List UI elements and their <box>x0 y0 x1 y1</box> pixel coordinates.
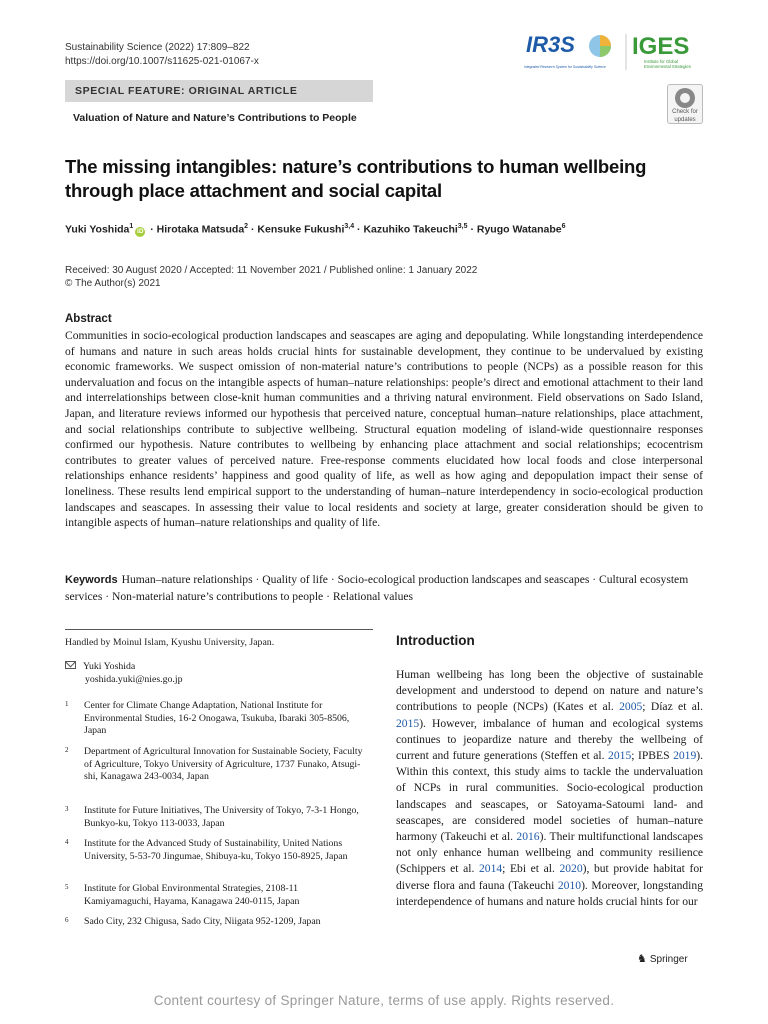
keywords-label: Keywords <box>65 574 118 586</box>
iges-logo <box>632 33 691 69</box>
series-title: Valuation of Nature and Nature’s Contributions to People <box>73 112 357 124</box>
courtesy-notice: Content courtesy of Springer Nature, terms of use apply. Rights reserved. <box>153 993 615 1008</box>
iges-logo-text: IGES <box>632 33 690 60</box>
affiliation: 1 Center for Climate Change Adaptation, National Institute for Environmental Studies, 16-2 Onogawa, Tsukuba, Ibaraki 305-8506, Japan <box>65 700 350 737</box>
citation-link[interactable]: 2010 <box>557 878 582 892</box>
citation-link[interactable]: 2014 <box>478 862 503 876</box>
citation-link[interactable]: 2005 <box>619 700 643 714</box>
author-name[interactable]: Ryugo Watanabe <box>476 223 562 236</box>
ir3s-tagline: Integrated Research System for Sustainability Science <box>524 65 606 69</box>
affiliation: 4 Institute for the Advanced Study of Sustainability, United Nations University, 5-53-70 Jingumae, Shibuya-ku, Tokyo 150-8925, Japan <box>65 838 348 862</box>
author-list: Yuki Yoshida$^1$iD · Hirotaka Matsuda$^2$ · Kensuke Fukushi$^{3,4}$ · Kazuhiko Takeuchi$^{3,5}$ · Ryugo Watanabe$^6$ <box>65 223 566 236</box>
corresponding-author <box>65 660 182 686</box>
journal-line: Sustainability Science (2022) 17:809–822 <box>65 42 250 53</box>
footnote-divider <box>65 629 373 630</box>
citation-link[interactable]: 2020 <box>559 862 583 876</box>
intro-text-segment: ). Their multifunctional landscapes not only enhance human wellbeing and community resilience (Schippers et al. <box>396 830 703 876</box>
handled-by: Handled by Moinul Islam, Kyushu University, Japan. <box>65 637 275 648</box>
affiliation: 3 Institute for Future Initiatives, The University of Tokyo, 7-3-1 Hongo, Bunkyo-ku, Tokyo 113-0033, Japan <box>65 805 359 829</box>
orcid-icon[interactable]: iD <box>137 227 144 235</box>
author-name[interactable]: Hirotaka Matsuda <box>156 223 245 236</box>
keywords <box>65 572 703 604</box>
springer-label: Springer <box>649 954 688 965</box>
introduction-text <box>396 667 703 910</box>
contact-email[interactable]: yoshida.yuki@nies.go.jp <box>85 674 183 685</box>
history-dates: Received: 30 August 2020 / Accepted: 11 November 2021 / Published online: 1 January 2022 <box>65 265 478 276</box>
publication-dates <box>65 264 477 290</box>
author-name[interactable]: Yuki Yoshida <box>65 223 130 236</box>
intro-text-segment: ). However, imbalance of human and ecological systems continues to jeopardize nature and thereby the wellbeing of current and future generations (Steffen et al. <box>396 716 703 763</box>
citation-link[interactable]: 2015 <box>608 749 632 763</box>
logos-svg <box>524 30 704 76</box>
keywords-text: Human–nature relationships · Quality of life · Socio-ecological production landscapes and seascapes · Cultural ecosystem services · Non-material nature’s contributions to people · Relational values <box>65 573 689 603</box>
affiliation: 6 Sado City, 232 Chigusa, Sado City, Niigata 952-1209, Japan <box>65 916 321 927</box>
springer-horse-icon: ♞ <box>637 953 647 965</box>
intro-text-segment: ; Ebi et al. <box>502 862 560 876</box>
ir3s-logo-text: IR3S <box>526 32 575 57</box>
intro-text-segment: ), but provide habitat for diverse flora and fauna (Takeuchi <box>396 862 703 892</box>
copyright: © The Author(s) 2021 <box>65 278 161 289</box>
author-name[interactable]: Kazuhiko Takeuchi <box>363 223 458 236</box>
citation-link[interactable]: 2015 <box>396 716 420 730</box>
citation-link[interactable]: 2016 <box>516 830 540 844</box>
check-updates-line2: updates <box>674 116 696 123</box>
check-updates-line1: Check for <box>672 109 698 115</box>
envelope-icon <box>65 661 76 669</box>
journal-citation <box>65 41 259 69</box>
ir3s-logo <box>524 32 611 69</box>
intro-text-segment: ; Díaz et al. <box>642 700 704 714</box>
citation-link[interactable]: 2019 <box>673 749 697 763</box>
article-title: The missing intangibles: nature’s contributions to human wellbeing through place attachment and social capital <box>65 156 647 201</box>
contact-name: Yuki Yoshida <box>83 661 136 672</box>
doi-link[interactable]: https://doi.org/10.1007/s11625-021-01067-x <box>65 56 259 67</box>
intro-text-segment: ). Within this context, this study aims to tackle the undervaluation of NCPs in rural communities. Socio-ecological production landscapes and seascapes, or Satoyama-Satoumi land- and seascapes, are considered model societies of human–nature harmony (Takeuchi et al. <box>396 749 704 844</box>
affiliation: 2 Department of Agricultural Innovation for Sustainable Society, Faculty of Agriculture, Tokyo University of Agriculture, 1737 Funako, Atsugi-shi, Kanagawa 243-0034, Japan <box>65 746 363 783</box>
affiliation: 5 Institute for Global Environmental Strategies, 2108-11 Kamiyamaguchi, Hayama, Kanagawa 240-0115, Japan <box>65 883 300 907</box>
abstract-heading: Abstract <box>65 313 112 325</box>
springer-logo <box>637 952 688 965</box>
iges-tagline: Institute for Global <box>644 59 678 64</box>
introduction-heading: Introduction <box>396 633 475 648</box>
author-name[interactable]: Kensuke Fukushi <box>257 223 345 236</box>
abstract-text: Communities in socio-ecological production landscapes and seascapes are aging and depopulating. While longstanding interdependence of humans and nature in such areas holds crucial hints for sustainable development, they continue to be undervalued by existing economic frameworks. We suspect omission of non-material nature’s contributions to people (NCPs) as a possible reason for this undervaluation and focus on the intangible aspects of human–nature relationships: people’s direct and emotional attachment to their land and interrelationships between close-knit human communities and a thriving natural environment. Field observations on Sado Island, Japan, and literature reviews informed our hypothesis that perceived nature, conceptual human–nature relationships, place attachment, and social relationships contribute to subjective wellbeing. Structural equation modeling of island-wide questionnaire responses confirmed our hypothesis. Nature contributes to wellbeing by enhancing place attachment and social relationships; ecocentrism contributes to greater values of perceived nature. Free-response comments elucidated how local foods and close interpersonal relationships enhance residents’ happiness and good quality of life, as well as how aging and depopulation impact their sense of loneliness. These results lend empirical support to the understanding of human–nature interdependency in socio-ecological production landscapes and seascapes. In assessing their value to local residents and society at large, greater consideration should be given to intangible aspects of human–nature relationships and quality of life. <box>65 329 703 530</box>
intro-text-segment: Human wellbeing has long been the objective of sustainable development and understood to depend on nature and nature’s contributions to people (NCPs) (Kates et al. <box>396 668 703 714</box>
intro-text-segment: ; IPBES <box>631 749 674 763</box>
publisher-logos <box>524 30 704 76</box>
check-for-updates-button[interactable] <box>667 84 703 124</box>
check-updates-icon <box>675 88 695 108</box>
svg-text:Environmental Strategies: Environmental Strategies <box>644 64 691 69</box>
special-feature-banner: SPECIAL FEATURE: ORIGINAL ARTICLE <box>65 80 373 102</box>
intro-text-segment: ). Moreover, longstanding interdependence of humans and nature holds crucial hints for our <box>396 878 703 908</box>
